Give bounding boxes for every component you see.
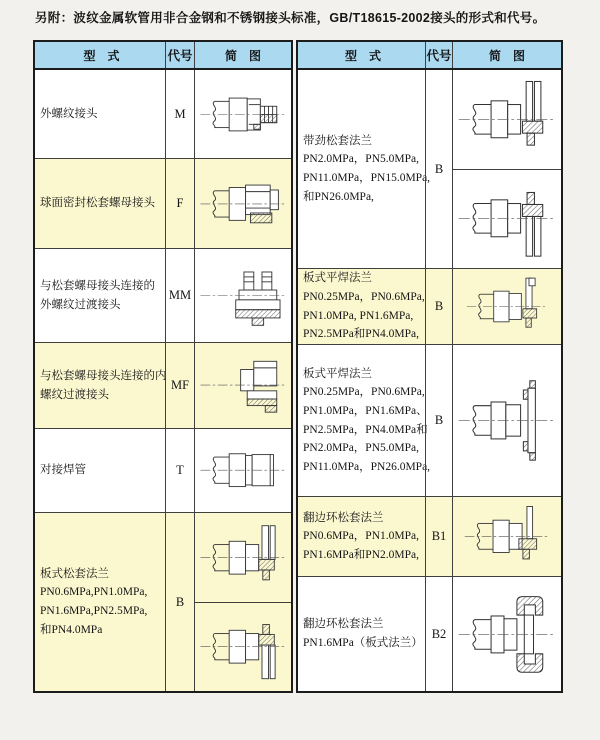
type-cell xyxy=(298,345,431,496)
type-text-line: 和PN4.0MPa xyxy=(40,623,103,636)
type-cell xyxy=(298,269,425,344)
male-female-adapter-diagram xyxy=(195,343,291,428)
butt-weld-pipe-diagram xyxy=(195,429,291,512)
neck-loose-flange-var2-diagram xyxy=(453,169,561,269)
type-text-line: PN2.0MPa，PN5.0MPa, xyxy=(303,153,419,166)
type-cell xyxy=(35,343,165,428)
code-cell: MM xyxy=(165,249,194,342)
table-body-left xyxy=(35,70,291,691)
diagram-cell xyxy=(194,513,291,691)
type-text-line: 球面密封松套螺母接头 xyxy=(40,197,155,210)
code-cell: B2 xyxy=(425,577,452,691)
page-title: 另附：波纹金属软管用非合金钢和不锈钢接头标准，GB/T18615-2002接头的形式和代号。 xyxy=(35,11,546,25)
table-row xyxy=(298,344,561,496)
plate-weld-flange-multi-diagram xyxy=(453,345,561,496)
type-text-line: 螺纹过渡接头 xyxy=(40,388,109,401)
type-text-line: PN0.25MPa，PN0.6MPa, xyxy=(303,290,425,303)
table-row xyxy=(35,248,291,342)
type-text-line: 板式平焊法兰 xyxy=(303,272,372,285)
type-text-line: 翻边环松套法兰 xyxy=(303,618,384,631)
table-row xyxy=(298,268,561,344)
type-text-line: PN0.25MPa，PN0.6MPa, xyxy=(303,386,425,399)
code-cell: B1 xyxy=(425,497,452,576)
flared-ring-loose-flange-diagram xyxy=(453,497,561,576)
type-text-line: 对接焊管 xyxy=(40,464,86,477)
table-row xyxy=(298,576,561,691)
type-text-line: PN2.5MPa，PN4.0MPa和 xyxy=(303,423,428,436)
table-row xyxy=(35,70,291,158)
type-text-line: PN1.6MPa,PN2.5MPa, xyxy=(40,605,148,617)
code-cell: B xyxy=(425,345,452,496)
type-text-line: 翻边环松套法兰 xyxy=(303,511,384,524)
table-row xyxy=(298,70,561,268)
table-row xyxy=(35,512,291,691)
fitting-table-left xyxy=(33,40,293,693)
type-text-line: 外螺纹过渡接头 xyxy=(40,298,121,311)
spherical-union-nut-joint-diagram xyxy=(195,159,291,248)
diagram-cell xyxy=(452,70,561,268)
code-cell: F xyxy=(165,159,194,248)
header-diagram: 简 图 xyxy=(194,42,291,68)
diagram-cell xyxy=(194,249,291,342)
type-text-line: PN2.0MPa，PN5.0MPa, xyxy=(303,442,419,455)
diagram-cell xyxy=(194,429,291,512)
diagram-cell xyxy=(452,577,561,691)
male-thread-joint-diagram xyxy=(195,70,291,158)
diagram-cell xyxy=(452,497,561,576)
flared-ring-plate-flange-diagram xyxy=(453,577,561,691)
type-cell xyxy=(35,513,165,691)
type-text-line: 带劲松套法兰 xyxy=(303,134,372,147)
type-text-line: 板式平焊法兰 xyxy=(303,367,372,380)
header-type: 型 式 xyxy=(344,48,381,63)
diagram-cell xyxy=(194,159,291,248)
diagram-cell xyxy=(452,345,561,496)
type-text-line: PN11.0MPa，PN26.0MPa, xyxy=(303,460,431,473)
type-cell xyxy=(35,249,165,342)
type-text-line: PN1.0MPa，PN1.6MPa、 xyxy=(303,404,428,417)
diagram-cell xyxy=(452,269,561,344)
table-row xyxy=(35,158,291,248)
table-row xyxy=(298,496,561,576)
table-header-row xyxy=(298,42,561,70)
type-text-line: 与松套螺母接头连接的 xyxy=(40,279,155,292)
code-cell: MF xyxy=(165,343,194,428)
type-cell xyxy=(298,70,431,268)
fitting-tables xyxy=(33,40,563,693)
type-text-line: PN11.0MPa，PN15.0MPa, xyxy=(303,172,431,184)
plate-loose-flange-var1-diagram xyxy=(195,513,291,602)
plate-weld-flange-diagram xyxy=(453,269,561,344)
type-text-line: PN1.0MPa, PN1.6MPa, xyxy=(303,309,414,322)
type-cell xyxy=(298,497,425,576)
code-cell: T xyxy=(165,429,194,512)
male-male-adapter-diagram xyxy=(195,249,291,342)
table-row xyxy=(35,342,291,428)
type-text-line: 外螺纹接头 xyxy=(40,107,98,120)
type-text-line: 和PN26.0MPa, xyxy=(303,190,374,203)
type-text-line: PN0.6MPa，PN1.0MPa, xyxy=(303,530,419,543)
table-row xyxy=(35,428,291,512)
header-diagram: 简 图 xyxy=(452,42,561,68)
plate-loose-flange-var2-diagram xyxy=(195,602,291,692)
table-body-right xyxy=(298,70,561,691)
type-cell xyxy=(35,70,165,158)
diagram-cell xyxy=(194,70,291,158)
type-cell xyxy=(35,159,165,248)
header-code: 代号 xyxy=(165,42,194,68)
table-header-row xyxy=(35,42,291,70)
header-code: 代号 xyxy=(425,42,452,68)
type-text-line: PN1.6MPa和PN2.0MPa, xyxy=(303,548,419,561)
neck-loose-flange-var1-diagram xyxy=(453,70,561,169)
code-cell: B xyxy=(165,513,194,691)
type-cell xyxy=(298,577,425,691)
code-cell: B xyxy=(425,269,452,344)
type-text-line: PN2.5MPa和PN4.0MPa, xyxy=(303,328,419,341)
fitting-table-right xyxy=(296,40,563,693)
type-text-line: PN0.6MPa,PN1.0MPa, xyxy=(40,586,148,599)
code-cell: M xyxy=(165,70,194,158)
code-cell: B xyxy=(425,70,452,268)
header-type: 型 式 xyxy=(83,48,120,63)
type-cell xyxy=(35,429,165,512)
type-text-line: 板式松套法兰 xyxy=(40,567,109,580)
type-text-line: 与松套螺母接头连接的内 xyxy=(40,369,167,382)
type-text-line: PN1.6MPa（板式法兰） xyxy=(303,637,423,649)
diagram-cell xyxy=(194,343,291,428)
